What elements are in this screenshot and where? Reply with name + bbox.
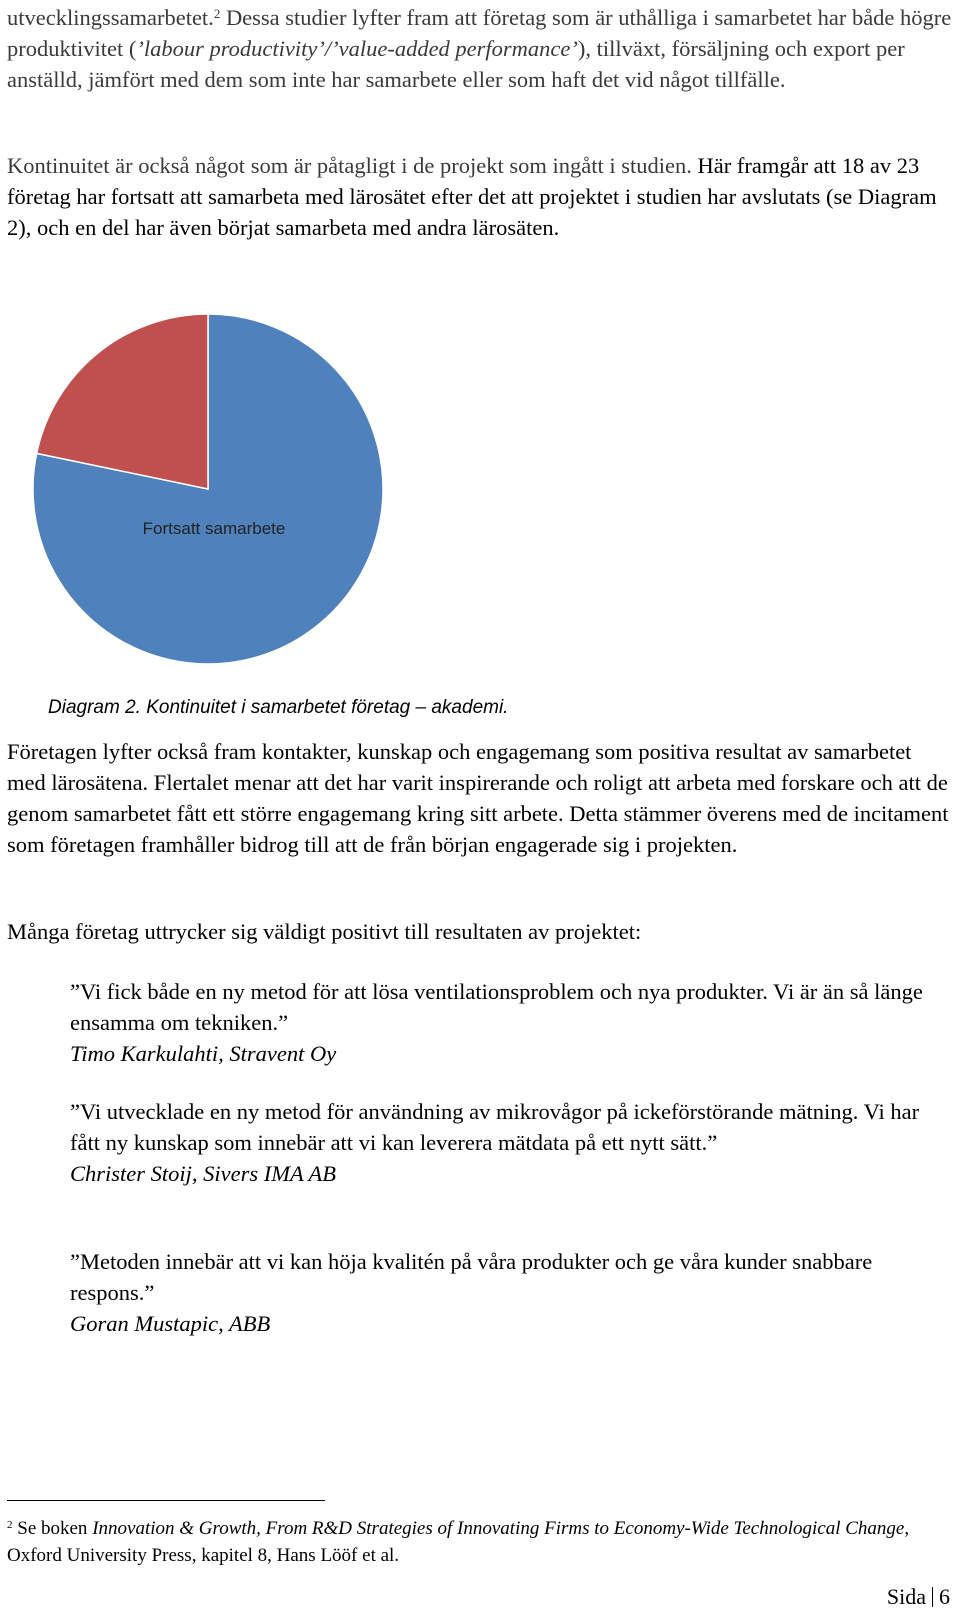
footnote-separator xyxy=(7,1500,325,1501)
quote-author: Christer Stoij, Sivers IMA AB xyxy=(70,1161,337,1186)
paragraph-quotes-intro: Många företag uttrycker sig väldigt positivt till resultaten av projektet: xyxy=(7,919,642,944)
chart-caption: Diagram 2. Kontinuitet i samarbetet företag – akademi. xyxy=(48,697,509,718)
pie-slice-label: Fortsatt samarbete xyxy=(142,519,286,538)
quote-karkulahti: ”Vi fick både en ny metod för att lösa ventilationsproblem och nya produkter. Vi är än så länge ensamma om tekniken.” Timo Karkulahti, Stravent Oy xyxy=(70,976,954,1069)
pie-chart xyxy=(20,312,400,682)
paragraph-results: Företagen lyfter också fram kontakter, kunskap och engagemang som positiva resultat av samarbetet med lärosätena. Flertalet menar att det har varit inspirerande och roligt att arbeta med forskare och att de genom samarbetet fått ett större engagemang kring sitt arbete. Detta stämmer överens med de incitament som företagen framhåller bidrog till att de från början engagerade sig i projekten. xyxy=(7,739,949,857)
footnote: $^2$ Se boken Innovation & Growth, From R&D Strategies of Innovating Firms to Economy-Wide Technological Change, Oxford University Press, kapitel 8, Hans Lööf et al. xyxy=(7,1518,910,1566)
quote-mustapic: ”Metoden innebär att vi kan höja kvalitén på våra produkter och ge våra kunder snabbare respons.” Goran Mustapic, ABB xyxy=(70,1246,954,1339)
quote-stoij: ”Vi utvecklade en ny metod för användning av mikrovågor på ickeförstörande mätning. Vi har fått ny kunskap som innebär att vi kan leverera mätdata på ett nytt sätt.” Christer Stoij, Sivers IMA AB xyxy=(70,1096,954,1189)
paragraph-intro: utvecklingssamarbetet.$^2$ Dessa studier lyfter fram att företag som är uthålliga i samarbetet har både högre produktivitet (’labour productivity’/’value-added performance’), tillväxt, försäljning och export per anställd, jämfört med dem som inte har samarbete eller som haft det vid något tillfälle. xyxy=(7,5,952,92)
quote-author: Goran Mustapic, ABB xyxy=(70,1311,271,1336)
footnote-ref[interactable]: 2 xyxy=(213,6,221,21)
paragraph-continuity: Kontinuitet är också något som är påtagligt i de projekt som ingått i studien. Här framgår att 18 av 23 företag har fortsatt att samarbeta med lärosätet efter det att projektet i studien har avslutats (se Diagram 2), och en del har även börjat samarbeta med andra lärosäten. xyxy=(7,153,937,240)
page-number: Sida 6 xyxy=(886,1584,950,1609)
quote-author: Timo Karkulahti, Stravent Oy xyxy=(70,1041,337,1066)
